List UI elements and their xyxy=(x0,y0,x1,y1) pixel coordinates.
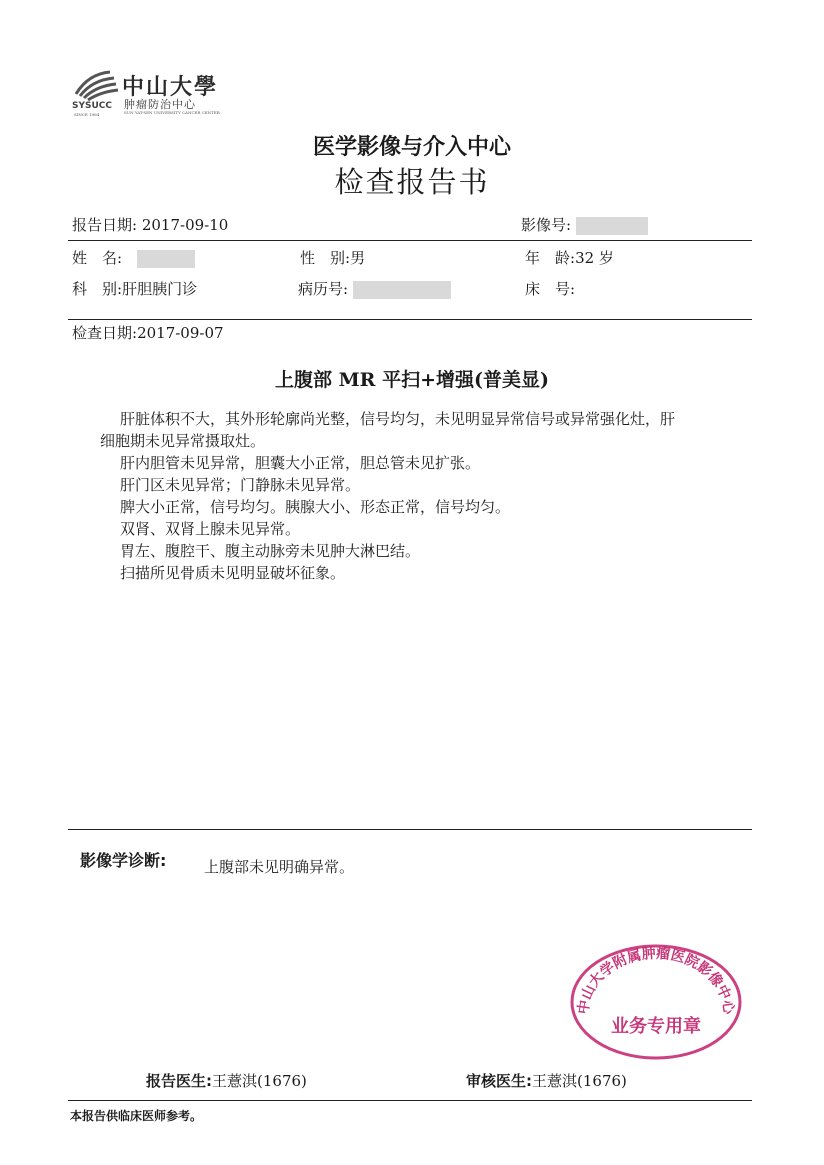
reporter-name: 王薏淇(1676) xyxy=(212,1072,307,1090)
divider-top xyxy=(68,240,752,241)
reviewer-signature xyxy=(466,1070,627,1091)
divider-diagnosis xyxy=(68,829,752,830)
finding-line: 肝脏体积不大，其外形轮廓尚光整，信号均匀，未见明显异常信号或异常强化灶，肝 xyxy=(120,410,676,428)
logo-center: 肿瘤防治中心 xyxy=(124,98,196,111)
report-date xyxy=(72,214,228,235)
logo-waves-icon xyxy=(70,68,120,102)
exam-title: 上腹部 MR 平扫+增强(普美显) xyxy=(275,369,549,391)
finding-line: 扫描所见骨质未见明显破坏征象。 xyxy=(120,564,346,582)
finding-line: 肝门区未见异常；门静脉未见异常。 xyxy=(120,476,361,494)
stamp-center-text: 业务专用章 xyxy=(611,1016,701,1037)
document-title: 检查报告书 xyxy=(334,165,490,199)
stamp-arc-text: 中山大学附属肿瘤医院影像中心 xyxy=(575,945,737,1016)
finding-line: 肝内胆管未见异常，胆囊大小正常，胆总管未见扩张。 xyxy=(120,454,481,472)
age-value: 32 岁 xyxy=(575,249,614,267)
exam-date-value: 2017-09-07 xyxy=(137,324,224,342)
reporter-signature xyxy=(146,1070,307,1091)
finding-line: 双肾、双肾上腺未见异常。 xyxy=(120,520,301,538)
finding-line: 胃左、腹腔干、腹主动脉旁未见肿大淋巴结。 xyxy=(120,542,421,560)
report-date-value: 2017-09-10 xyxy=(141,216,229,234)
image-number xyxy=(521,214,648,235)
logo-university: 中山大學 xyxy=(122,74,219,100)
reviewer-label: 审核医生: xyxy=(466,1072,532,1090)
patient-sex xyxy=(300,247,365,268)
svg-text:中山大学附属肿瘤医院影像中心 xyxy=(575,945,738,1016)
record-number xyxy=(298,278,451,299)
sex-label: 性 别: xyxy=(300,249,351,267)
finding-line: 细胞期未见异常摄取灶。 xyxy=(100,432,266,450)
exam-date-label: 检查日期: xyxy=(72,324,138,342)
hospital-logo xyxy=(70,68,230,120)
age-label: 年 龄: xyxy=(525,249,576,267)
finding-line: 脾大小正常，信号均匀。胰腺大小、形态正常，信号均匀。 xyxy=(120,498,511,516)
divider-mid xyxy=(68,319,752,320)
diagnosis-text: 上腹部未见明确异常。 xyxy=(204,858,355,876)
divider-bottom xyxy=(68,1100,752,1101)
image-number-label: 影像号: xyxy=(521,216,572,234)
patient-age xyxy=(525,247,614,268)
department xyxy=(72,278,197,299)
name-label: 姓 名: xyxy=(72,249,123,267)
logo-since: SINCE 1964 xyxy=(74,112,100,117)
sex-value: 男 xyxy=(350,249,366,267)
findings xyxy=(100,408,734,584)
image-number-redacted xyxy=(576,217,648,235)
bed-number xyxy=(525,278,575,299)
diagnosis-label: 影像学诊断: xyxy=(80,851,167,870)
report-date-label: 报告日期: xyxy=(72,216,138,234)
logo-abbrev: SYSUCC xyxy=(72,101,112,111)
record-redacted xyxy=(353,281,451,299)
department-title: 医学影像与介入中心 xyxy=(312,135,511,160)
logo-english: SUN YAT-SEN UNIVERSITY CANCER CENTER xyxy=(124,110,220,115)
bed-label: 床 号: xyxy=(525,280,576,298)
reviewer-name: 王薏淇(1676) xyxy=(532,1072,627,1090)
footer-note: 本报告供临床医师参考。 xyxy=(70,1109,203,1123)
reporter-label: 报告医生: xyxy=(146,1072,212,1090)
dept-value: 肝胆胰门诊 xyxy=(122,280,198,298)
name-redacted xyxy=(137,250,195,268)
official-stamp xyxy=(566,936,746,1060)
dept-label: 科 别: xyxy=(72,280,123,298)
record-label: 病历号: xyxy=(298,280,349,298)
exam-date xyxy=(72,322,224,343)
patient-name xyxy=(72,247,195,268)
